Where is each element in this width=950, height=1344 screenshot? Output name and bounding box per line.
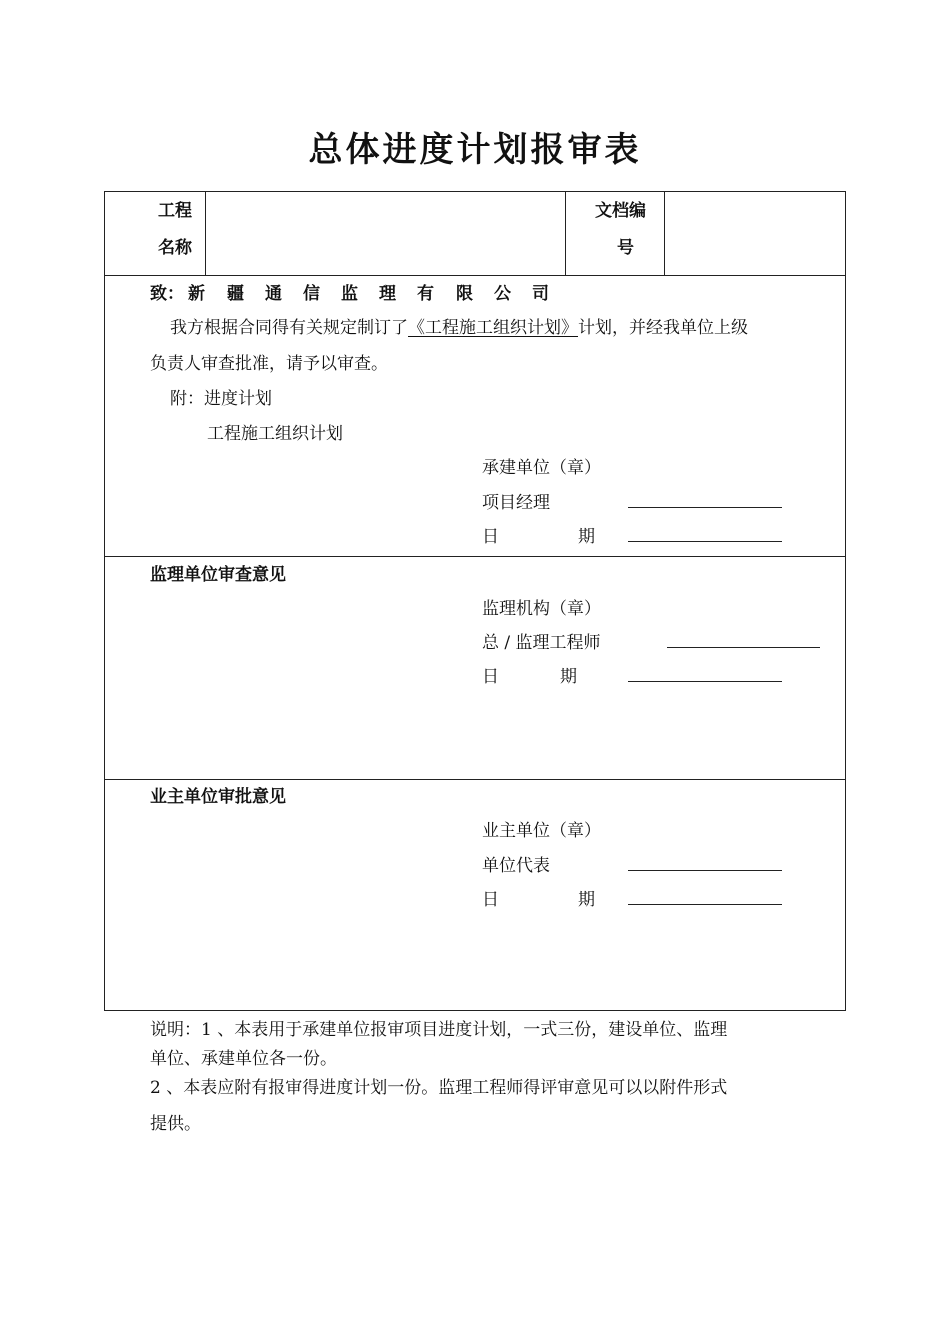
company-char: 有 (417, 284, 434, 304)
contractor-seal-label: 承建单位（章） (482, 458, 601, 478)
note-line: 提供。 (150, 1114, 201, 1134)
doc-number-label-line2: 号 (617, 238, 634, 258)
owner-seal-label: 业主单位（章） (482, 821, 601, 841)
date-label-char: 期 (578, 527, 595, 547)
company-char: 理 (379, 284, 396, 304)
to-label: 致： (150, 284, 184, 304)
company-char: 通 (265, 284, 282, 304)
note-line: 2 、本表应附有报审得进度计划一份。监理工程师得评审意见可以以附件形式 (150, 1078, 728, 1098)
supervisor-review-heading: 监理单位审查意见 (150, 565, 286, 585)
note-line: 单位、承建单位各一份。 (150, 1049, 337, 1069)
project-manager-label: 项目经理 (482, 493, 550, 513)
representative-signature-line[interactable] (628, 870, 782, 871)
company-char: 疆 (227, 284, 244, 304)
supervisor-seal-label: 监理机构（章） (482, 599, 601, 619)
company-char: 限 (456, 284, 473, 304)
attachment-item: 工程施工组织计划 (207, 424, 343, 444)
project-name-label-line2: 名称 (158, 238, 192, 258)
note-line: 说明：1 、本表用于承建单位报审项目进度计划，一式三份，建设单位、监理 (150, 1020, 728, 1040)
engineer-signature-line[interactable] (667, 647, 820, 648)
owner-approval-heading: 业主单位审批意见 (150, 787, 286, 807)
owner-representative-label: 单位代表 (482, 856, 550, 876)
project-manager-signature-line[interactable] (628, 507, 782, 508)
company-char: 信 (303, 284, 320, 304)
company-char: 监 (341, 284, 358, 304)
contractor-date-line[interactable] (628, 541, 782, 542)
row-divider (105, 779, 845, 780)
row-divider (105, 556, 845, 557)
request-text: 计划，并经我单位上级 (578, 318, 748, 338)
supervisor-date-line[interactable] (628, 681, 782, 682)
request-text: 我方根据合同得有关规定制订了 (170, 318, 408, 338)
doc-number-field[interactable] (665, 192, 845, 274)
chief-engineer-label: 总 / 监理工程师 (482, 633, 601, 653)
project-name-field[interactable] (206, 192, 564, 274)
row-divider (105, 275, 845, 276)
request-paragraph-line2: 负责人审查批准，请予以审查。 (150, 354, 388, 374)
date-label-char: 日 (482, 527, 499, 547)
addressee-line (150, 279, 184, 304)
company-char: 司 (532, 284, 549, 304)
request-paragraph-line1 (170, 313, 748, 338)
project-name-label-line1: 工程 (158, 201, 192, 221)
header-divider (565, 192, 566, 275)
date-label-char: 期 (578, 890, 595, 910)
page-title: 总体进度计划报审表 (308, 130, 642, 170)
date-label-char: 日 (482, 890, 499, 910)
plan-document-link[interactable]: 《工程施工组织计划》 (408, 318, 578, 338)
date-label-char: 期 (560, 667, 577, 687)
company-char: 新 (188, 284, 205, 304)
company-char: 公 (494, 284, 511, 304)
date-label-char: 日 (482, 667, 499, 687)
owner-date-line[interactable] (628, 904, 782, 905)
attachment-label: 附：进度计划 (170, 389, 272, 409)
doc-number-label-line1: 文档编 (595, 201, 646, 221)
